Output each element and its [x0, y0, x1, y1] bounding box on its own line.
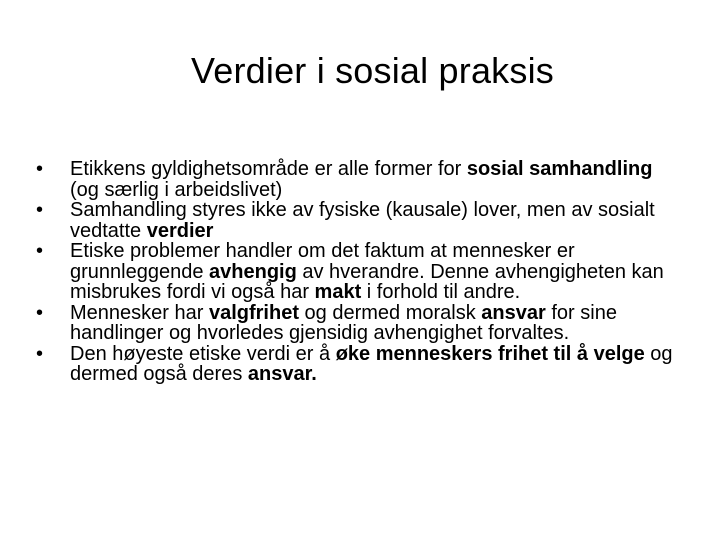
bullet-text-segment: Samhandling styres ikke av fysiske (kausale) lover, men av sosialt vedtatte: [70, 199, 655, 242]
bullet-text: [70, 158, 652, 201]
slide-title: Verdier i sosial praksis: [191, 50, 554, 91]
bullet-dot: •: [36, 158, 44, 180]
bullet-text: [70, 343, 673, 386]
bullet-emphasis: sosial samhandling: [466, 158, 653, 180]
bullet-emphasis: valgfrihet: [208, 301, 299, 324]
bullet-text-segment: Etiske problemer handler om det faktum at mennesker er grunnleggende: [70, 240, 575, 283]
bullet-item: [36, 303, 686, 344]
bullet-item: [36, 159, 686, 200]
bullet-emphasis: avhengig: [209, 260, 297, 283]
bullet-item: [36, 344, 686, 385]
bullet-text-segment: (og særlig i arbeidslivet): [70, 178, 283, 201]
bullet-text: [70, 240, 664, 303]
bullet-text: [70, 199, 655, 242]
bullet-text: [70, 302, 617, 345]
bullet-emphasis: verdier: [146, 219, 214, 242]
bullet-text-segment: Mennesker har: [70, 301, 209, 324]
bullet-emphasis: øke menneskers frihet til å velge: [335, 342, 645, 365]
bullet-dot: •: [36, 301, 44, 324]
bullet-text-segment: Den høyeste etiske verdi er å: [70, 342, 336, 365]
bullet-text-segment: av hverandre. Denne avhengigheten kan misbrukes fordi vi også har: [70, 260, 664, 303]
bullet-text-segment: og dermed moralsk: [299, 301, 482, 324]
bullet-emphasis: makt: [314, 281, 362, 303]
bullet-dot: •: [36, 199, 44, 221]
bullet-dot: •: [36, 342, 44, 365]
bullet-item: [36, 241, 686, 303]
bullet-text-segment: i forhold til andre.: [361, 281, 521, 303]
bullet-text-segment: og dermed også deres: [70, 342, 673, 385]
bullet-text-segment: Etikkens gyldighetsområde er alle former for: [70, 158, 467, 180]
bullet-emphasis: ansvar: [481, 301, 546, 324]
bullet-list: [36, 159, 686, 385]
bullet-dot: •: [36, 240, 44, 262]
bullet-item: [36, 200, 686, 241]
bullet-text-segment: for sine handlinger og hvorledes gjensidig avhengighet forvaltes.: [70, 301, 617, 344]
bullet-emphasis: ansvar.: [247, 363, 317, 385]
